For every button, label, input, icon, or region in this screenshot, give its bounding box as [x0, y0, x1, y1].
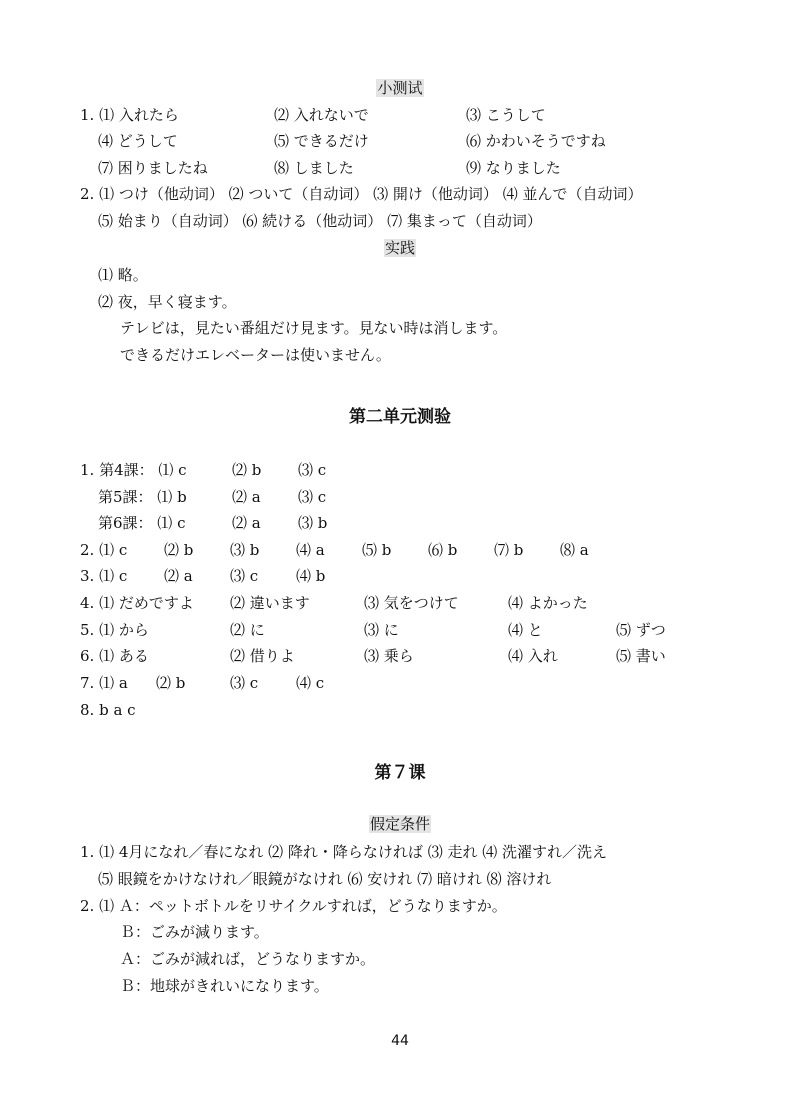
unit2-r4-1: 2. ⑴ c — [80, 541, 128, 559]
lesson7-q2-line4: Ｂ：地球がきれいになります。 — [120, 977, 329, 995]
unit2-r2-2: ⑵ a — [232, 488, 261, 506]
lesson7-q2-line3: Ａ：ごみが減れば，どうなりますか。 — [120, 950, 376, 968]
lesson7-heading: 第７课 — [374, 763, 426, 783]
unit2-r5-1: 3. ⑴ c — [80, 567, 128, 585]
unit2-r6-1: 4. ⑴ だめですよ — [80, 594, 194, 612]
quiz-q1-2-2: ⑸ できるだけ — [274, 132, 369, 150]
unit2-r3-1: 第6課： ⑴ c — [98, 514, 186, 532]
unit2-r3-2: ⑵ a — [232, 514, 261, 532]
unit2-r5-3: ⑶ c — [230, 567, 259, 585]
unit2-r1-2: ⑵ b — [232, 461, 262, 479]
unit2-r7-4: ⑷ と — [508, 621, 543, 639]
practice-heading: 实践 — [384, 239, 415, 257]
quiz-q1-1-3: ⑶ こうして — [466, 106, 546, 124]
unit2-r3-3: ⑶ b — [298, 514, 328, 532]
quiz-q1-3-3: ⑼ なりました — [466, 159, 561, 177]
unit2-r4-7: ⑺ b — [494, 541, 524, 559]
quiz-q1-1-1: 1. ⑴ 入れたら — [80, 106, 179, 124]
unit2-r8-5: ⑸ 書い — [616, 647, 666, 665]
quiz-q1-1-2: ⑵ 入れないで — [274, 106, 369, 124]
unit2-r8-2: ⑵ 借りよ — [230, 647, 295, 665]
unit2-r4-3: ⑶ b — [230, 541, 260, 559]
unit2-r7-1: 5. ⑴ から — [80, 621, 149, 639]
unit2-r10-1: 8. b a c — [80, 701, 136, 719]
unit2-r7-3: ⑶ に — [364, 621, 399, 639]
unit2-r8-3: ⑶ 乗ら — [364, 647, 414, 665]
unit2-r9-1: 7. ⑴ a — [80, 674, 128, 692]
practice-line-1: ⑴ 略。 — [98, 266, 148, 284]
quiz-q1-2-1: ⑷ どうして — [98, 132, 178, 150]
lesson7-q2-line2: Ｂ：ごみが減ります。 — [120, 923, 269, 941]
unit2-heading: 第二单元测验 — [349, 407, 451, 427]
unit2-r8-1: 6. ⑴ ある — [80, 647, 149, 665]
unit2-r4-8: ⑻ a — [560, 541, 589, 559]
unit2-r9-3: ⑶ c — [230, 674, 259, 692]
quiz-q1-2-3: ⑹ かわいそうですね — [466, 132, 606, 150]
quiz-q2-line2: ⑸ 始まり（自动词） ⑹ 続ける（他动词） ⑺ 集まって（自动词） — [98, 212, 542, 230]
lesson7-q1-line2: ⑸ 眼鏡をかけなけれ／眼鏡がなけれ ⑹ 安けれ ⑺ 暗けれ ⑻ 溶けれ — [98, 870, 552, 888]
unit2-r4-2: ⑵ b — [164, 541, 194, 559]
unit2-r6-3: ⑶ 気をつけて — [364, 594, 459, 612]
lesson7-q1-line1: 1. ⑴ 4月になれ／春になれ ⑵ 降れ・降らなければ ⑶ 走れ ⑷ 洗濯すれ／洗え — [80, 843, 608, 861]
unit2-r6-2: ⑵ 違います — [230, 594, 310, 612]
lesson7-subheading: 假定条件 — [369, 815, 430, 833]
practice-line-3: テレビは，見たい番組だけ見ます。見ない時は消します。 — [120, 319, 508, 337]
unit2-r7-5: ⑸ ずつ — [616, 621, 666, 639]
unit2-r9-2: ⑵ b — [156, 674, 186, 692]
quiz-q1-3-2: ⑻ しました — [274, 159, 354, 177]
practice-line-4: できるだけエレベーターは使いません。 — [120, 346, 391, 364]
unit2-r5-4: ⑷ b — [296, 567, 326, 585]
unit2-r7-2: ⑵ に — [230, 621, 265, 639]
unit2-r8-4: ⑷ 入れ — [508, 647, 558, 665]
unit2-r1-1: 1. 第4課： ⑴ c — [80, 461, 187, 479]
unit2-r5-2: ⑵ a — [164, 567, 193, 585]
quiz-q1-3-1: ⑺ 困りましたね — [98, 159, 208, 177]
quiz-q2-line1: 2. ⑴ つけ（他动词） ⑵ ついて（自动词） ⑶ 開け（他动词） ⑷ 並んで（自动词） — [80, 185, 643, 203]
unit2-r4-6: ⑹ b — [428, 541, 458, 559]
unit2-r2-1: 第5課： ⑴ b — [98, 488, 187, 506]
practice-line-2: ⑵ 夜，早く寝ます。 — [98, 293, 237, 311]
unit2-r2-3: ⑶ c — [298, 488, 327, 506]
unit2-r4-5: ⑸ b — [362, 541, 392, 559]
unit2-r1-3: ⑶ c — [298, 461, 327, 479]
unit2-r9-4: ⑷ c — [296, 674, 325, 692]
lesson7-q2-line1: 2. ⑴ Ａ：ペットボトルをリサイクルすれば，どうなりますか。 — [80, 897, 507, 915]
page-number: 44 — [391, 1033, 409, 1049]
unit2-r6-4: ⑷ よかった — [508, 594, 588, 612]
unit2-r4-4: ⑷ a — [296, 541, 325, 559]
quiz-heading: 小测试 — [377, 79, 423, 97]
